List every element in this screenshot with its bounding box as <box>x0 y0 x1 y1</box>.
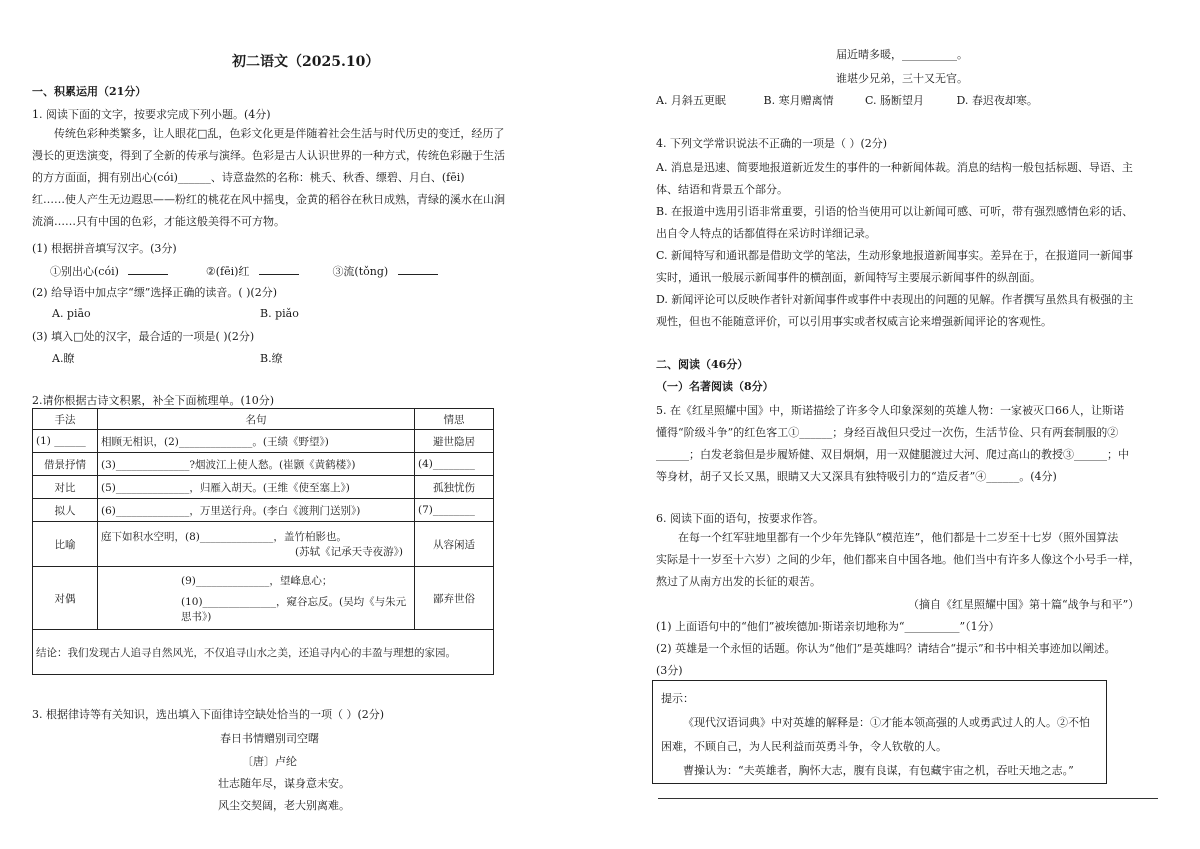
q1-3-option-a: A.瞭 <box>52 352 75 365</box>
section-1-heading: 一、积累运用（21分） <box>32 85 147 98</box>
verse-line: 庭下如积水空明，(8)______________，盖竹柏影也。 <box>101 531 347 543</box>
q5-line: 等身材，胡子又长又黑，眼睛又大又深具有独特吸引力的“造反者”④______。(4分) <box>656 470 1057 483</box>
page-title: 初二语文（2025.10） <box>232 54 380 70</box>
method-cell: 对比 <box>33 476 98 499</box>
table-header: 手法 <box>33 409 98 430</box>
feeling-cell: 从容闲适 <box>415 522 494 567</box>
hint-title: 提示： <box>661 692 694 705</box>
q3-option[interactable]: C. 肠断望月 <box>865 94 925 107</box>
verse-line: (10)______________，窥谷忘反。(吴均《与朱元思书》) <box>181 595 407 623</box>
method-cell: 对偶 <box>33 567 98 630</box>
feeling-cell[interactable]: (7)________ <box>415 499 494 522</box>
passage-line: 流淌……只有中国的色彩，才能这般美得不可方物。 <box>32 215 285 228</box>
poem-line: 届近晴多暖，__________。 <box>836 48 968 61</box>
table-row <box>33 522 494 567</box>
q2-intro: 2.请你根据古诗文积累，补全下面梳理单。(10分) <box>32 394 275 407</box>
hint-line: 曹操认为：“夫英雄者，胸怀大志，腹有良谋，有包藏宇宙之机，吞吐天地之志。” <box>683 764 1074 777</box>
table-row <box>33 499 494 522</box>
poem-line: 谁堪少兄弟，三十又无官。 <box>836 72 968 85</box>
conclusion-cell: 结论：我们发现古人追寻自然风光，不仅追寻山水之美，还追寻内心的丰盈与理想的家园。 <box>33 630 494 675</box>
q4-option-d[interactable] <box>656 289 1171 333</box>
option-line: 实时，通讯一般展示新闻事件的横剖面，新闻特写主要展示新闻事件的纵剖面。 <box>656 271 1041 284</box>
q5 <box>656 400 1171 488</box>
q1-2-option-b: B. piǎo <box>260 307 299 320</box>
hint-line: 《现代汉语词典》中对英雄的解释是：①才能本领高强的人或勇武过人的人。②不怕 <box>683 716 1090 729</box>
q6-2-points: (3分) <box>656 664 683 677</box>
passage-line: 实际是十一岁至十六岁）之间的少年，他们都来自中国各地。他们当中有许多人像这个小号手一样， <box>656 553 1140 566</box>
section-2-heading: 二、阅读（46分） <box>656 358 749 371</box>
q1-1-item: ③流(tǒng) <box>332 265 389 278</box>
q1-2-prompt: (2) 给导语中加点字“缥”选择正确的读音。( )(2分) <box>32 286 277 299</box>
q4-option-c[interactable] <box>656 245 1171 289</box>
q1-3-prompt: (3) 填入□处的汉字，最合适的一项是( )(2分) <box>32 330 255 343</box>
feeling-cell: 避世隐居 <box>415 430 494 453</box>
section-2-sub: （一）名著阅读（8分） <box>656 380 774 393</box>
passage-line: 在每一个红军驻地里都有一个少年先锋队“模范连”，他们都是十二岁至十七岁（照外国算法 <box>678 531 1119 544</box>
verse-cell[interactable] <box>98 522 415 567</box>
passage-line: 漫长的更迭演变，得到了全新的传承与演绎。色彩是古人认识世界的一种方式，传统色彩融于生活 <box>32 149 505 162</box>
passage-line: 的方方面面，拥有别出心(cói)______、诗意盎然的名称：桃夭、秋香、缥碧、月白、(fēi) <box>32 171 465 184</box>
verse-source: (苏轼《记承天寺夜游》) <box>295 546 403 558</box>
table-row <box>33 567 494 630</box>
hint-box <box>652 680 1107 784</box>
table-row <box>33 453 494 476</box>
hint-line: 困难，不顾自己，为人民利益而英勇斗争，令人钦敬的人。 <box>661 740 947 753</box>
answer-blank[interactable] <box>259 262 299 275</box>
verse-cell[interactable]: (3)______________?烟波江上使人愁。(崔颢《黄鹤楼》) <box>98 453 415 476</box>
method-cell[interactable]: (1) ______ <box>33 430 98 453</box>
passage-line: 熬过了从南方出发的长征的艰苦。 <box>656 575 821 588</box>
q1-1-prompt: (1) 根据拼音填写汉字。(3分) <box>32 242 177 255</box>
q4-intro: 4. 下列文学常识说法不正确的一项是（ ）(2分) <box>656 137 888 150</box>
poem-table <box>32 408 494 675</box>
q3-option[interactable]: A. 月斜五更眠 <box>656 94 726 107</box>
right-column <box>652 0 1172 849</box>
q6-1-prompt[interactable]: (1) 上面语句中的“他们”被埃德加·斯诺亲切地称为“__________”（1分） <box>656 620 1000 633</box>
q5-line: 5. 在《红星照耀中国》中，斯诺描绘了许多令人印象深刻的英雄人物：一家被灭口66人，让斯诺 <box>656 404 1124 417</box>
q1-1-items <box>50 262 490 279</box>
method-cell: 比喻 <box>33 522 98 567</box>
q6-source: （摘自《红星照耀中国》第十篇“战争与和平”） <box>908 598 1140 611</box>
option-line: 出自令人特点的话都值得在采访时详细记录。 <box>656 227 876 240</box>
verse-cell[interactable]: (6)______________，万里送行舟。(李白《渡荆门送别》) <box>98 499 415 522</box>
q6-2-prompt: (2) 英雄是一个永恒的话题。你认为“他们”是英雄吗？请结合“提示”和书中相关事迹加以阐述。 <box>656 642 1116 655</box>
verse-cell[interactable]: 相顾无相识，(2)______________。(王绩《野望》) <box>98 430 415 453</box>
feeling-cell: 孤独忧伤 <box>415 476 494 499</box>
passage-line: 传统色彩种类繁多，让人眼花□乱，色彩文化更是伴随着社会生活与时代历史的变迁，经历了 <box>54 127 505 140</box>
poem-author: 〔唐〕卢纶 <box>242 755 297 768</box>
table-row <box>33 430 494 453</box>
verse-cell[interactable] <box>98 567 415 630</box>
option-line: 体、结语和背景五个部分。 <box>656 183 788 196</box>
option-line: B. 在报道中选用引语非常重要，引语的恰当使用可以让新闻可感、可听，带有强烈感情色彩的话、 <box>656 205 1134 218</box>
q1-intro: 1. 阅读下面的文字，按要求完成下列小题。(4分) <box>32 108 271 121</box>
q3-option[interactable]: B. 寒月赠离情 <box>763 94 834 107</box>
q1-passage <box>32 123 537 233</box>
verse-cell[interactable]: (5)______________，归雁入胡天。(王维《使至塞上》) <box>98 476 415 499</box>
q1-3-option-b: B.缭 <box>260 352 283 365</box>
q5-line: 懂得“阶级斗争”的红色客工①______；身经百战但只受过一次伤，生活节俭、只有两套制服的② <box>656 426 1119 439</box>
answer-blank[interactable] <box>128 262 168 275</box>
q4-option-b[interactable] <box>656 201 1171 245</box>
table-header: 名句 <box>98 409 415 430</box>
q1-1-item: ②(fēi)红 <box>205 265 250 278</box>
option-line: A. 消息是迅速、简要地报道新近发生的事件的一种新闻体裁。消息的结构一般包括标题、导语、主 <box>656 161 1133 174</box>
method-cell: 借景抒情 <box>33 453 98 476</box>
option-line: D. 新闻评论可以反映作者针对新闻事件或事件中表现出的问题的见解。作者撰写虽然具有极强的主 <box>656 293 1134 306</box>
poem-title: 春日书情赠别司空曙 <box>220 732 319 745</box>
passage-line: 红……使人产生无边遐思——粉红的桃花在风中摇曳，金黄的稻谷在秋日成熟，青绿的溪水在山涧 <box>32 193 505 206</box>
answer-blank[interactable] <box>398 262 438 275</box>
q3-option[interactable]: D. 春迟夜却寒。 <box>956 94 1038 107</box>
feeling-cell: 鄙弃世俗 <box>415 567 494 630</box>
feeling-cell[interactable]: (4)________ <box>415 453 494 476</box>
option-line: 观性，但也不能随意评价，可以引用事实或者权威言论来增强新闻评论的客观性。 <box>656 315 1052 328</box>
q6-passage <box>656 527 1171 593</box>
answer-line[interactable] <box>658 798 1158 799</box>
left-column <box>32 0 614 849</box>
q3-options <box>656 92 1076 108</box>
poem-line: 风尘交契阔，老大别离难。 <box>218 799 350 812</box>
q1-1-item: ①别出心(cói) <box>50 265 119 278</box>
q5-line: ______；白发老翁但是步履矫健、双目炯炯，用一双健腿渡过大河、爬过高山的教授③______；中 <box>656 448 1129 461</box>
option-line: C. 新闻特写和通讯都是借助文学的笔法，生动形象地报道新闻事实。差异在于，在报道同一新闻事 <box>656 249 1134 262</box>
table-row <box>33 476 494 499</box>
table-header: 情思 <box>415 409 494 430</box>
q4-option-a[interactable] <box>656 157 1171 201</box>
q1-2-option-a: A. piāo <box>52 307 91 320</box>
table-row <box>33 630 494 675</box>
verse-line: (9)______________，望峰息心； <box>181 574 333 587</box>
q6-intro: 6. 阅读下面的语句，按要求作答。 <box>656 512 824 525</box>
q3-intro: 3. 根据律诗等有关知识，选出填入下面律诗空缺处恰当的一项（ ）(2分) <box>32 708 385 721</box>
table-header-row <box>33 409 494 430</box>
method-cell: 拟人 <box>33 499 98 522</box>
poem-line: 壮志随年尽，谋身意未安。 <box>218 777 350 790</box>
